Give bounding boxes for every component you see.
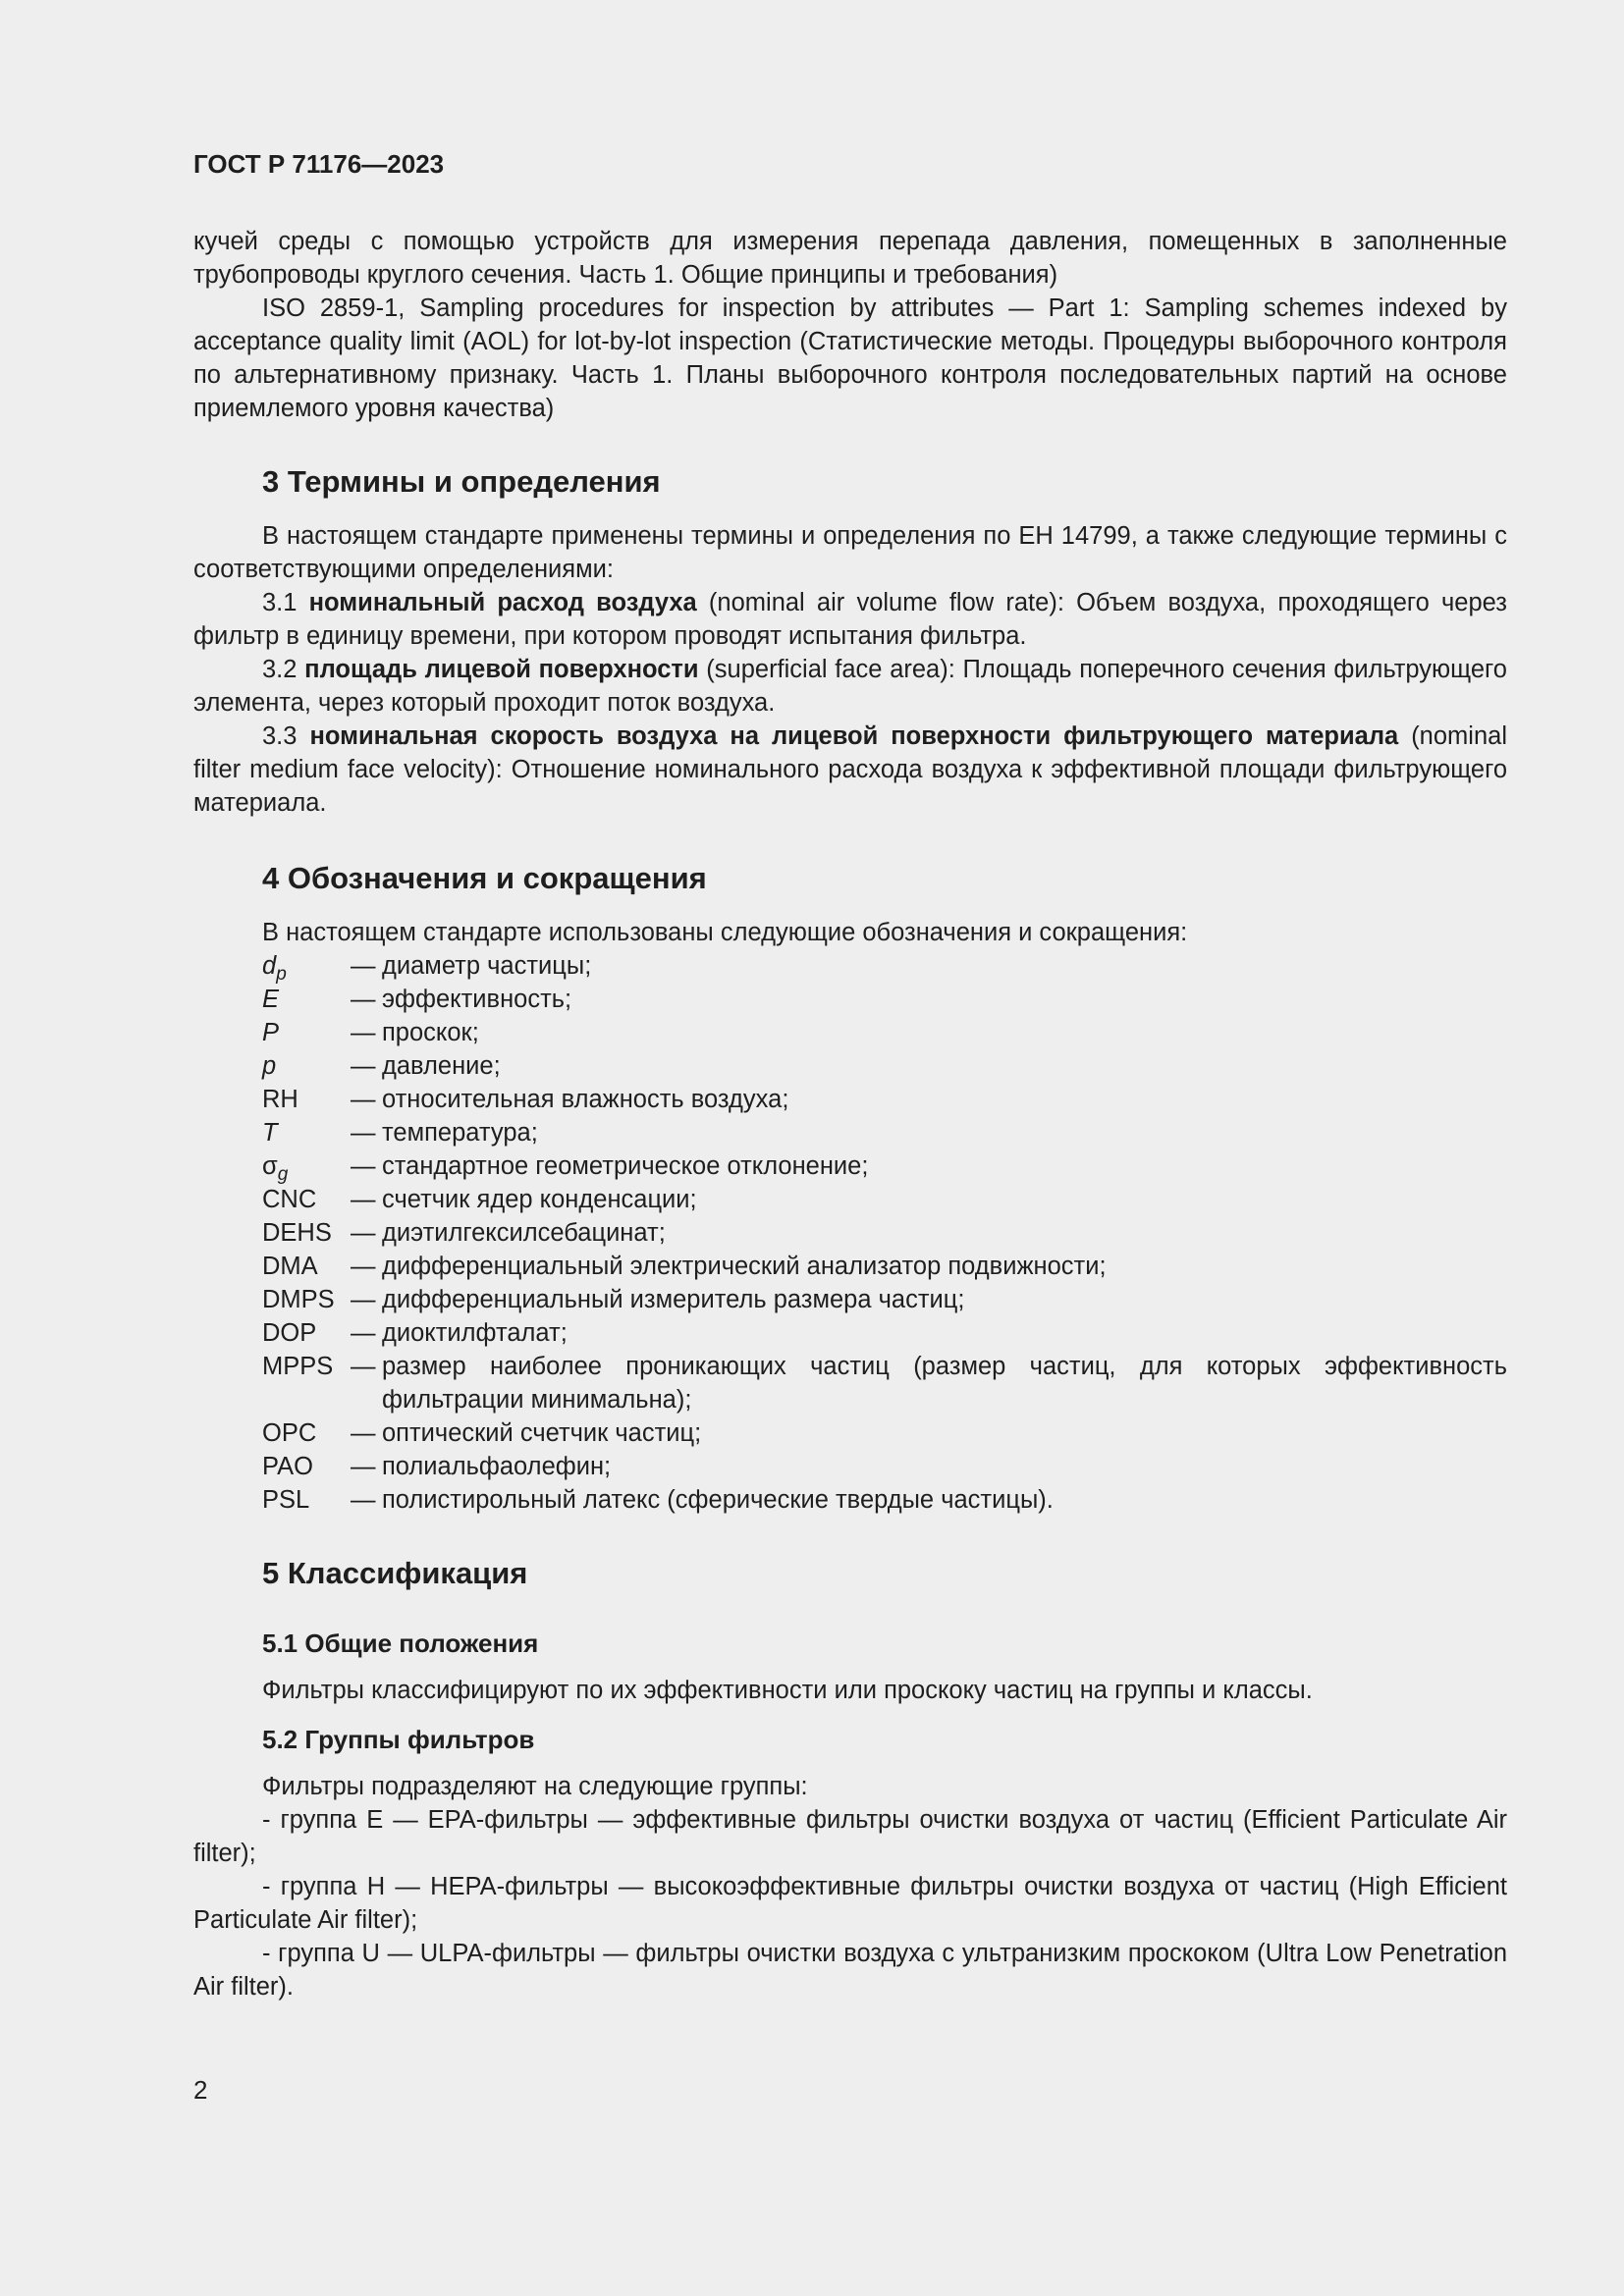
symbol-definition: размер наиболее проникающих частиц (размер частиц, для которых эффективность фильтрации минимальна);: [382, 1353, 1507, 1414]
document-header: ГОСТ Р 71176—2023: [193, 149, 445, 179]
symbol: DMPS: [262, 1286, 335, 1313]
symbol-definition: температура;: [382, 1119, 538, 1147]
symbol-definition: диоктилфталат;: [382, 1319, 568, 1347]
symbol-definition: относительная влажность воздуха;: [382, 1086, 789, 1113]
symbol-definition: оптический счетчик частиц;: [382, 1419, 702, 1447]
symbol-definition: дифференциальный измеритель размера частиц;: [382, 1286, 965, 1313]
symbol-definition: полистирольный латекс (сферические твердые частицы).: [382, 1486, 1054, 1514]
symbol-row: [262, 1316, 1507, 1350]
symbol-definition: проскок;: [382, 1019, 479, 1046]
term-definition: (nominal filter medium face velocity): Отношение номинального расхода воздуха к эффективной площади фильтрующего материала.: [193, 722, 1507, 817]
dash: —: [351, 1319, 376, 1347]
dash: —: [351, 1219, 376, 1247]
symbol: E: [262, 986, 280, 1013]
symbol-row: [262, 1283, 1507, 1316]
dash: —: [351, 952, 376, 980]
term-name: номинальный расход воздуха: [308, 589, 697, 616]
symbol: $\sigma_g$: [262, 1152, 289, 1185]
symbol-row: [262, 983, 1507, 1016]
symbol-row: [262, 949, 1507, 983]
symbol: PSL: [262, 1486, 310, 1514]
subsection-5-1-text: Фильтры классифицируют по их эффективности или проскоку частиц на группы и классы.: [262, 1677, 1313, 1704]
term-3-3: [193, 720, 1507, 820]
section-4-heading: 4 Обозначения и сокращения: [262, 861, 707, 895]
term-number: 3.2: [262, 656, 298, 683]
section-3-heading: 3 Термины и определения: [262, 464, 661, 499]
term-number: 3.1: [262, 589, 298, 616]
dash: —: [351, 1486, 376, 1514]
symbol-row: [262, 1049, 1507, 1083]
dash: —: [351, 1353, 376, 1380]
symbol-row: [262, 1450, 1507, 1483]
term-3-1: [193, 586, 1507, 653]
symbol: PAO: [262, 1453, 313, 1480]
term-name: номинальная скорость воздуха на лицевой поверхности фильтрующего материала: [309, 722, 1399, 750]
group-u-item: - группа U — ULPA-фильтры — фильтры очистки воздуха с ультранизким проскоком (Ultra Low Penetration Air filter).: [193, 1940, 1507, 2001]
symbol: MPPS: [262, 1353, 334, 1380]
dash: —: [351, 1286, 376, 1313]
section-5-heading: 5 Классификация: [262, 1556, 528, 1590]
symbol: CNC: [262, 1186, 317, 1213]
dash: —: [351, 1119, 376, 1147]
symbol-definition: дифференциальный электрический анализатор подвижности;: [382, 1253, 1107, 1280]
symbol-row: [262, 1116, 1507, 1149]
symbol-row: [262, 1216, 1507, 1250]
page-number: 2: [193, 2075, 208, 2105]
dash: —: [351, 1019, 376, 1046]
section-3-intro: В настоящем стандарте применены термины и определения по ЕН 14799, а также следующие термины с соответствующими определениями:: [193, 522, 1507, 583]
symbol: T: [262, 1119, 278, 1147]
symbol: DEHS: [262, 1219, 332, 1247]
symbol-row: [262, 1149, 1507, 1183]
symbol: p: [262, 1052, 277, 1080]
symbol-definition: диаметр частицы;: [382, 952, 592, 980]
symbol-row: [262, 1483, 1507, 1517]
page-content: [193, 225, 1507, 2003]
symbols-list: [262, 949, 1507, 1517]
symbol: OPC: [262, 1419, 317, 1447]
dash: —: [351, 1052, 376, 1080]
subsection-5-2-intro: Фильтры подразделяют на следующие группы:: [262, 1773, 808, 1800]
symbol-definition: давление;: [382, 1052, 501, 1080]
term-3-2: [193, 653, 1507, 720]
group-h-item: - группа H — HEPA-фильтры — высокоэффективные фильтры очистки воздуха от частиц (High Efficient Particulate Air filter);: [193, 1873, 1507, 1934]
dash: —: [351, 1152, 376, 1180]
dash: —: [351, 1419, 376, 1447]
symbol-row: [262, 1416, 1507, 1450]
symbol: P: [262, 1019, 280, 1046]
symbol: DOP: [262, 1319, 317, 1347]
symbol-definition: эффективность;: [382, 986, 572, 1013]
symbol-row: [262, 1183, 1507, 1216]
symbol-definition: диэтилгексилсебацинат;: [382, 1219, 666, 1247]
term-definition: (nominal air volume flow rate): Объем воздуха, проходящего через фильтр в единицу времени, при котором проводят испытания фильтра.: [193, 589, 1507, 650]
symbol-row: [262, 1016, 1507, 1049]
term-number: 3.3: [262, 722, 298, 750]
reference-continuation: кучей среды с помощью устройств для измерения перепада давления, помещенных в заполненные трубопроводы круглого сечения. Часть 1. Общие принципы и требования): [193, 228, 1507, 289]
symbol-row: [262, 1250, 1507, 1283]
symbol-definition: полиальфаолефин;: [382, 1453, 612, 1480]
dash: —: [351, 1453, 376, 1480]
subsection-5-1-heading: 5.1 Общие положения: [262, 1629, 539, 1658]
dash: —: [351, 1086, 376, 1113]
symbol-row: [262, 1083, 1507, 1116]
term-name: площадь лицевой поверхности: [304, 656, 699, 683]
symbol: RH: [262, 1086, 298, 1113]
symbol: $d_p$: [262, 952, 287, 985]
term-definition: (superficial face area): Площадь поперечного сечения фильтрующего элемента, через который проходит поток воздуха.: [193, 656, 1507, 717]
subsection-5-2-heading: 5.2 Группы фильтров: [262, 1725, 535, 1754]
section-4-intro: В настоящем стандарте использованы следующие обозначения и сокращения:: [262, 919, 1188, 946]
symbol: DMA: [262, 1253, 318, 1280]
symbol-definition: счетчик ядер конденсации;: [382, 1186, 697, 1213]
dash: —: [351, 986, 376, 1013]
group-e-item: - группа E — EPA-фильтры — эффективные фильтры очистки воздуха от частиц (Efficient Particulate Air filter);: [193, 1806, 1507, 1867]
symbol-row: [262, 1350, 1507, 1416]
dash: —: [351, 1253, 376, 1280]
symbol-definition: стандартное геометрическое отклонение;: [382, 1152, 869, 1180]
reference-iso-2859: ISO 2859-1, Sampling procedures for inspection by attributes — Part 1: Sampling schemes indexed by acceptance quality limit (AOL) for lot-by-lot inspection (Статистические методы. Процедуры выборочного контроля по альтернативному признаку. Часть 1. Планы выборочного контроля последовательных партий на основе приемлемого уровня качества): [193, 294, 1507, 422]
dash: —: [351, 1186, 376, 1213]
